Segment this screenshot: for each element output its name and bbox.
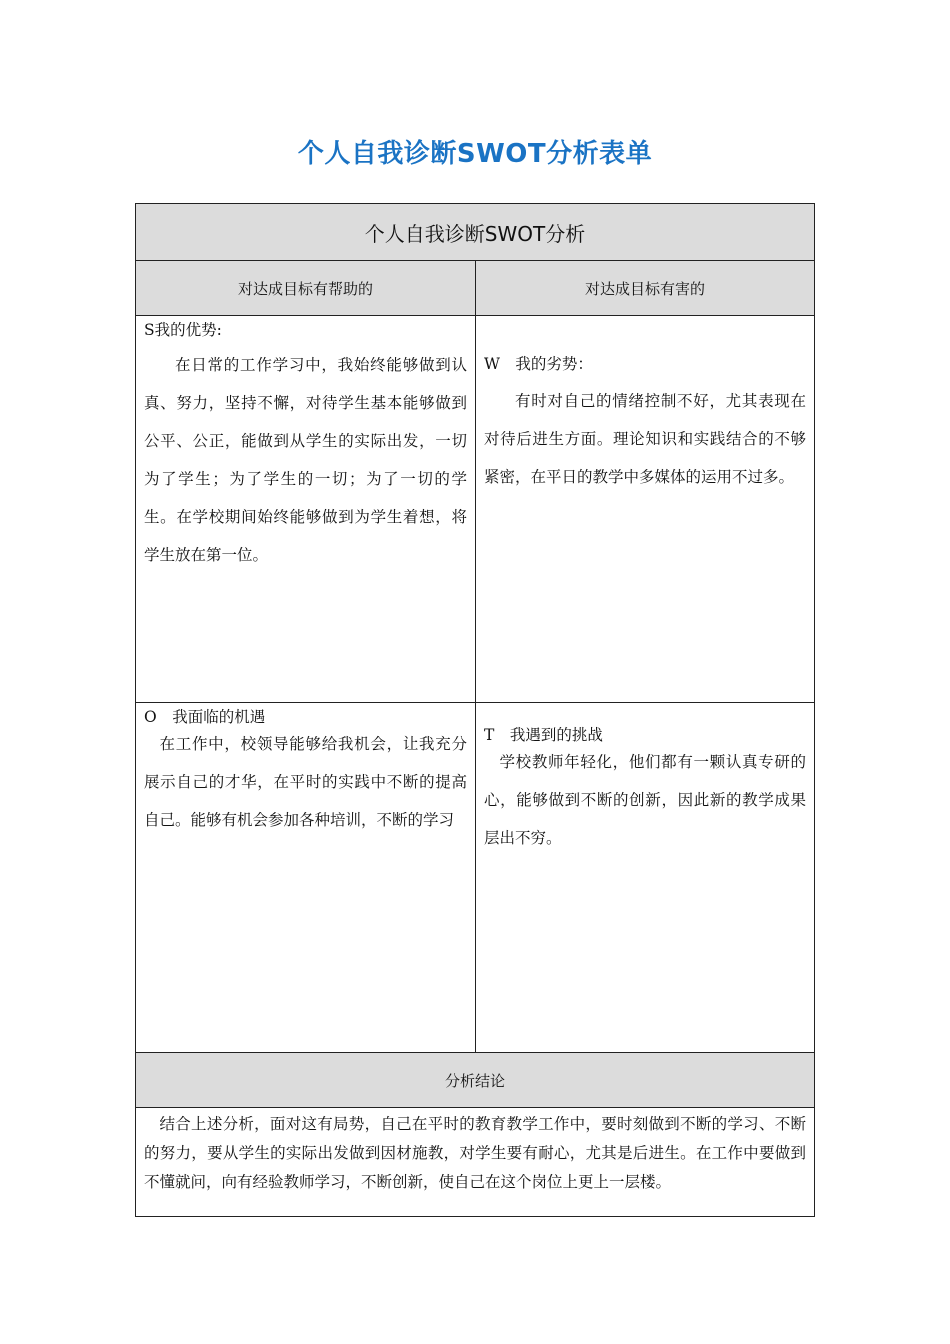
- weaknesses-cell: [476, 316, 814, 702]
- table-header: 个人自我诊断SWOT分析: [136, 204, 814, 260]
- conclusion-cell: [136, 1108, 814, 1216]
- column-header-helpful: 对达成目标有帮助的: [136, 261, 475, 315]
- conclusion-body: 结合上述分析，面对这有局势，自己在平时的教育教学工作中，要时刻做到不断的学习、不断的努力，要从学生的实际出发做到因材施教，对学生要有耐心，尤其是后进生。在工作中要做到不懂就问，向有经验教师学习，不断创新，使自己在这个岗位上更上一层楼。: [144, 1115, 806, 1191]
- column-header-harmful: 对达成目标有害的: [476, 261, 814, 315]
- opportunities-heading: O 我面临的机遇: [144, 708, 266, 726]
- strengths-cell: [136, 316, 475, 702]
- opportunities-body: 在工作中，校领导能够给我机会，让我充分展示自己的才华，在平时的实践中不断的提高自己。能够有机会参加各种培训，不断的学习: [144, 735, 467, 829]
- swot-table: [135, 203, 815, 1217]
- threats-cell: [476, 703, 814, 1052]
- conclusion-header: 分析结论: [136, 1053, 814, 1107]
- page-title: 个人自我诊断SWOT分析表单: [297, 139, 653, 169]
- threats-heading: T 我遇到的挑战: [484, 726, 603, 744]
- strengths-heading: S我的优势:: [144, 321, 222, 339]
- opportunities-cell: [136, 703, 475, 1052]
- threats-body: 学校教师年轻化，他们都有一颗认真专研的心，能够做到不断的创新，因此新的教学成果层出不穷。: [484, 753, 806, 847]
- strengths-body: 在日常的工作学习中，我始终能够做到认真、努力，坚持不懈，对待学生基本能够做到公平、公正，能做到从学生的实际出发，一切为了学生；为了学生的一切；为了一切的学生。在学校期间始终能够做到为学生着想，将学生放在第一位。: [144, 356, 467, 564]
- weaknesses-heading: W 我的劣势：: [484, 355, 593, 373]
- weaknesses-body: 有时对自己的情绪控制不好，尤其表现在对待后进生方面。理论知识和实践结合的不够紧密，在平日的教学中多媒体的运用不过多。: [484, 392, 806, 486]
